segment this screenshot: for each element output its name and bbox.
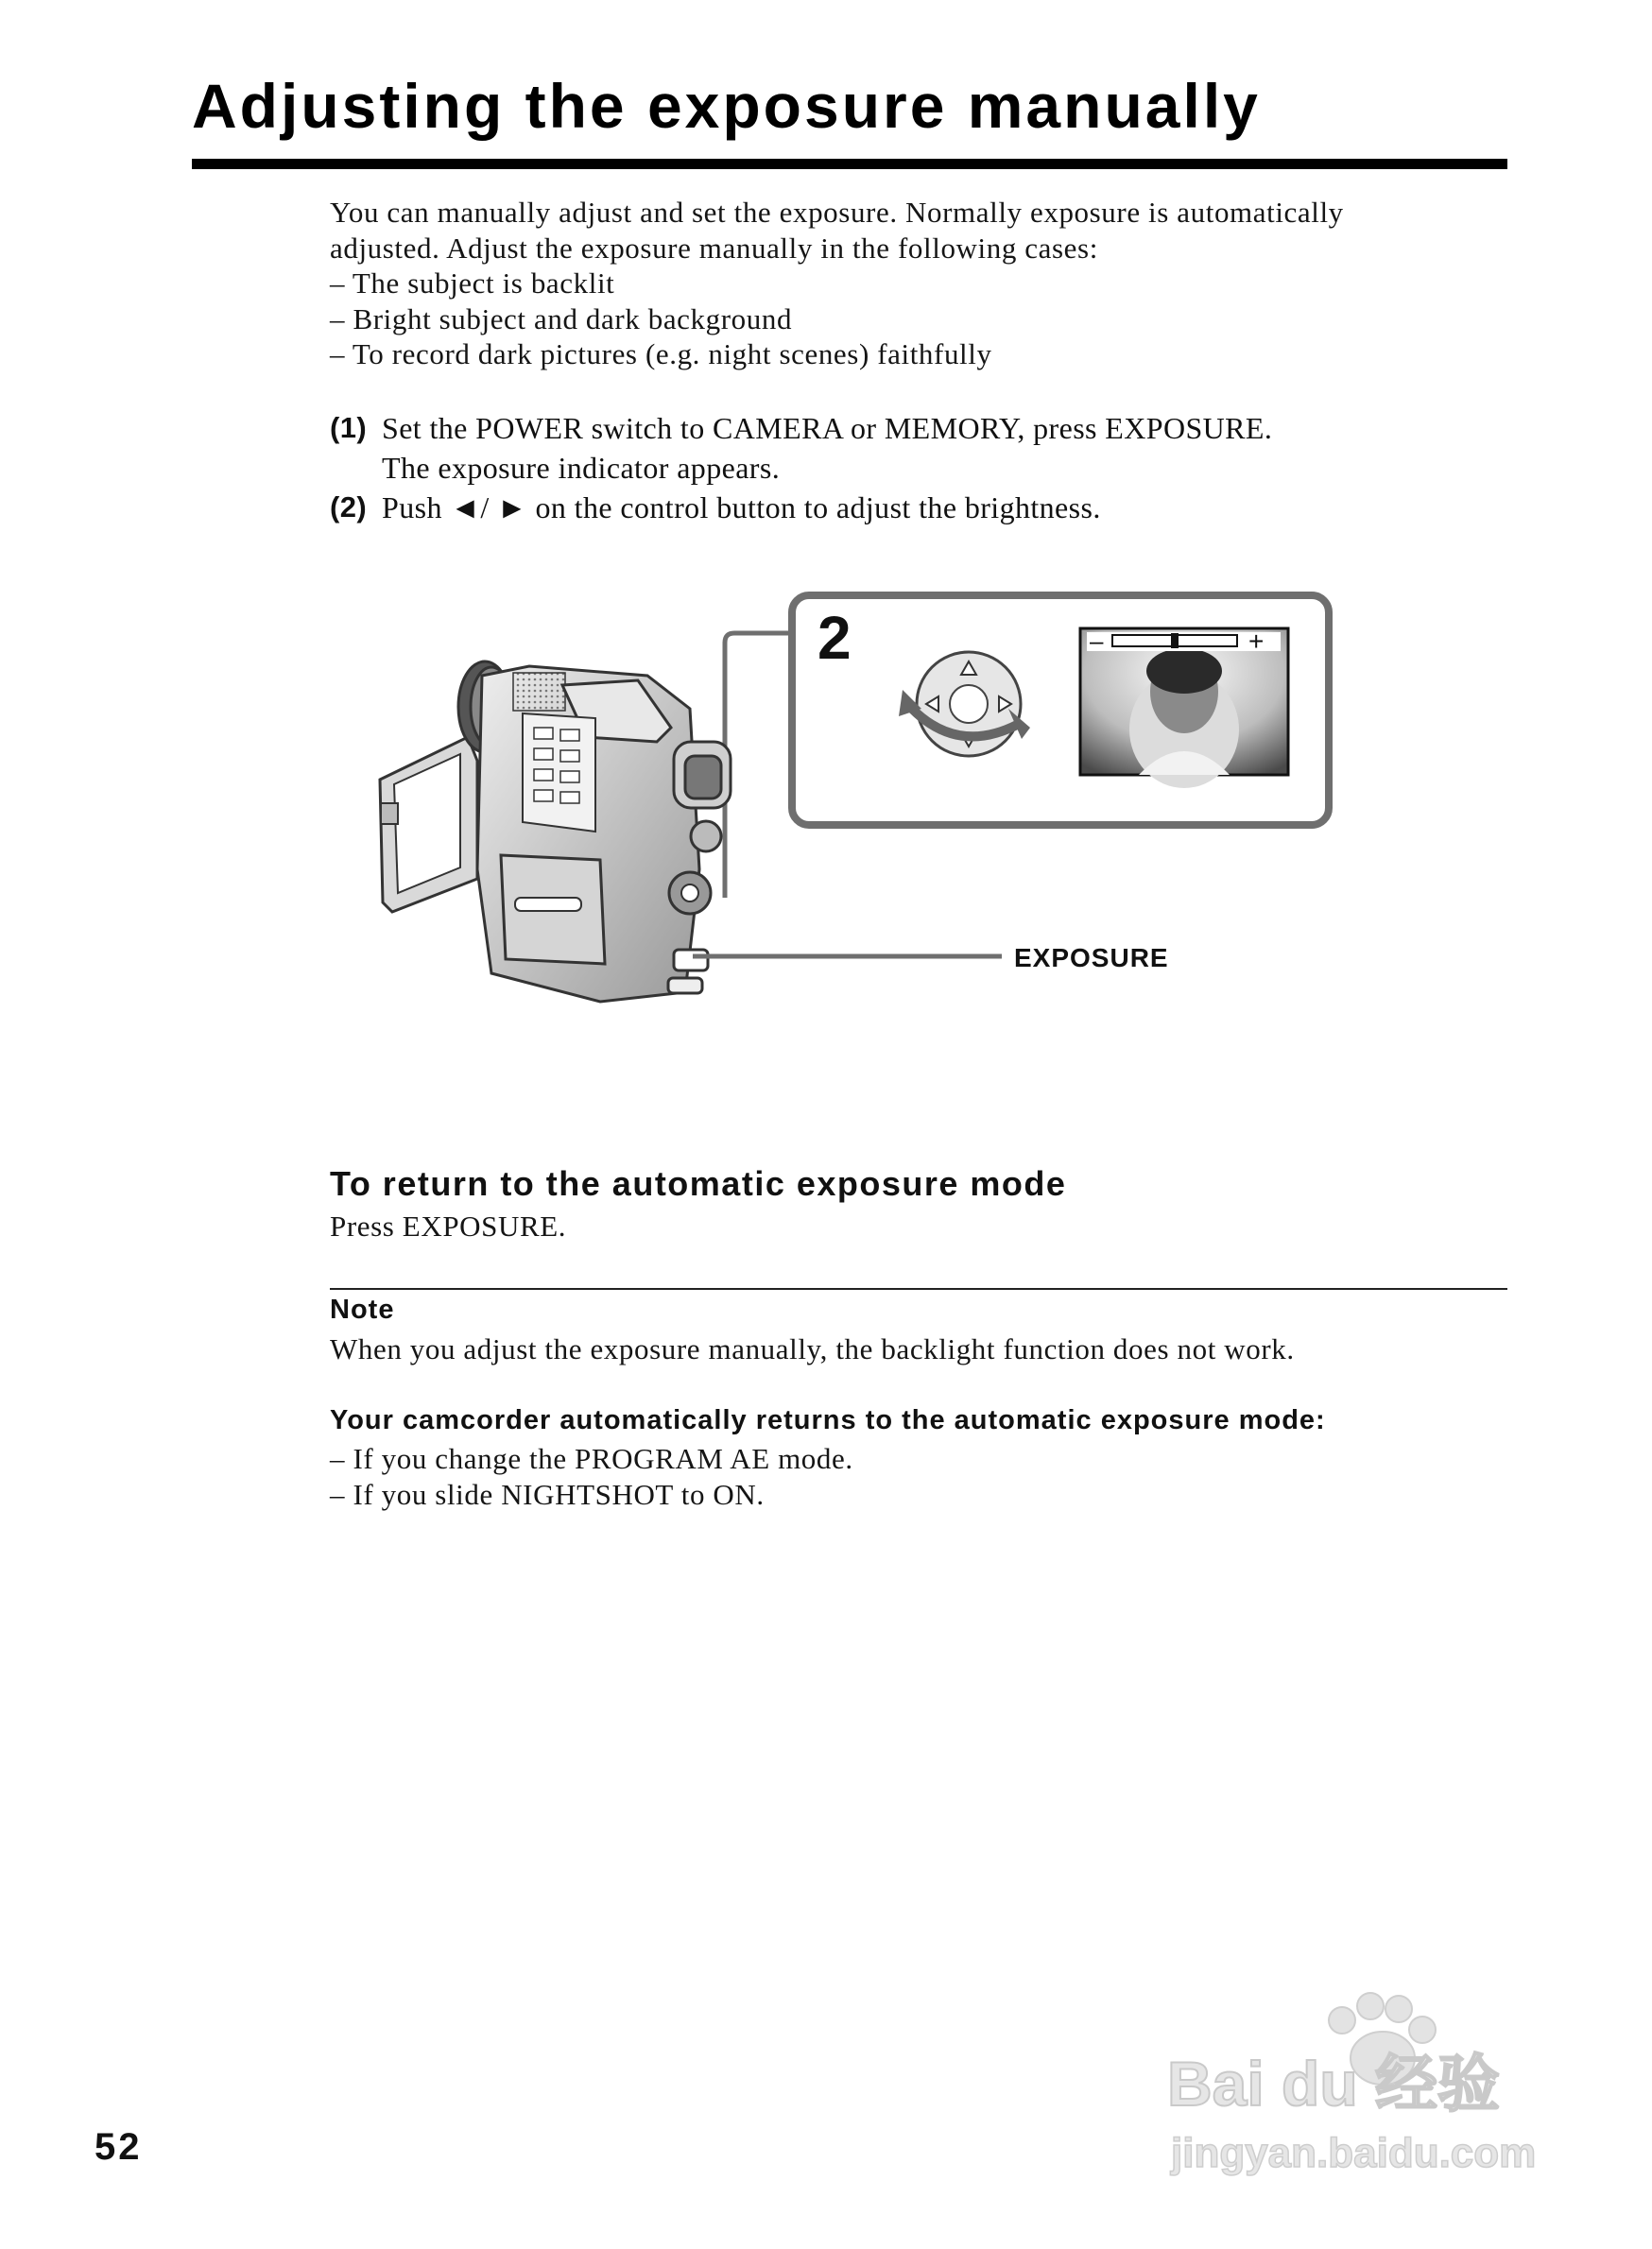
watermark-line1: Bai du 经验	[1167, 2049, 1501, 2119]
case-item: – To record dark pictures (e.g. night scenes) faithfully	[330, 337, 992, 370]
step-number: (2)	[330, 490, 368, 524]
camcorder-body	[380, 661, 731, 1002]
step-item	[330, 488, 1272, 527]
page-number: 52	[95, 2126, 143, 2168]
step-2-label: 2	[817, 604, 852, 672]
step-item	[330, 408, 1272, 488]
note-heading: Note	[330, 1295, 395, 1325]
note-subheading: Your camcorder automatically returns to the automatic exposure mode:	[330, 1405, 1326, 1435]
step-list	[330, 408, 1272, 527]
watermark-line2: jingyan.baidu.com	[1171, 2130, 1537, 2176]
intro-section	[330, 195, 1344, 372]
title-rule	[192, 159, 1507, 169]
exposure-indicator-marker	[1171, 633, 1179, 648]
step-number: (1)	[330, 411, 368, 444]
step-text: Push ◄/ ► on the control button to adjust the brightness.	[382, 490, 1101, 524]
callout-connector	[725, 633, 789, 898]
exposure-callout-label: EXPOSURE	[1014, 943, 1169, 972]
indicator-minus: –	[1090, 627, 1104, 655]
case-item: – Bright subject and dark background	[330, 301, 793, 335]
note-item: – If you slide NIGHTSHOT to ON.	[330, 1477, 765, 1511]
intro-line: You can manually adjust and set the exposure. Normally exposure is automatically	[330, 196, 1344, 229]
note-rule	[330, 1288, 1507, 1290]
case-list	[330, 266, 1344, 372]
intro-line: adjusted. Adjust the exposure manually in the following cases:	[330, 231, 1098, 265]
note-item: – If you change the PROGRAM AE mode.	[330, 1442, 853, 1475]
step-text: Set the POWER switch to CAMERA or MEMORY, press EXPOSURE.	[382, 411, 1273, 445]
step-text-continued: The exposure indicator appears.	[382, 451, 781, 485]
camcorder-illustration	[373, 586, 1356, 1106]
case-item: – The subject is backlit	[330, 266, 615, 300]
return-heading: To return to the automatic exposure mode	[330, 1164, 1067, 1203]
indicator-plus: +	[1248, 627, 1265, 656]
note-list	[330, 1441, 853, 1512]
exposure-screen	[1080, 627, 1288, 788]
page-title: Adjusting the exposure manually	[192, 71, 1261, 141]
return-text: Press EXPOSURE.	[330, 1210, 567, 1243]
note-text: When you adjust the exposure manually, the backlight function does not work.	[330, 1332, 1295, 1365]
baidu-watermark	[1158, 1983, 1555, 2181]
